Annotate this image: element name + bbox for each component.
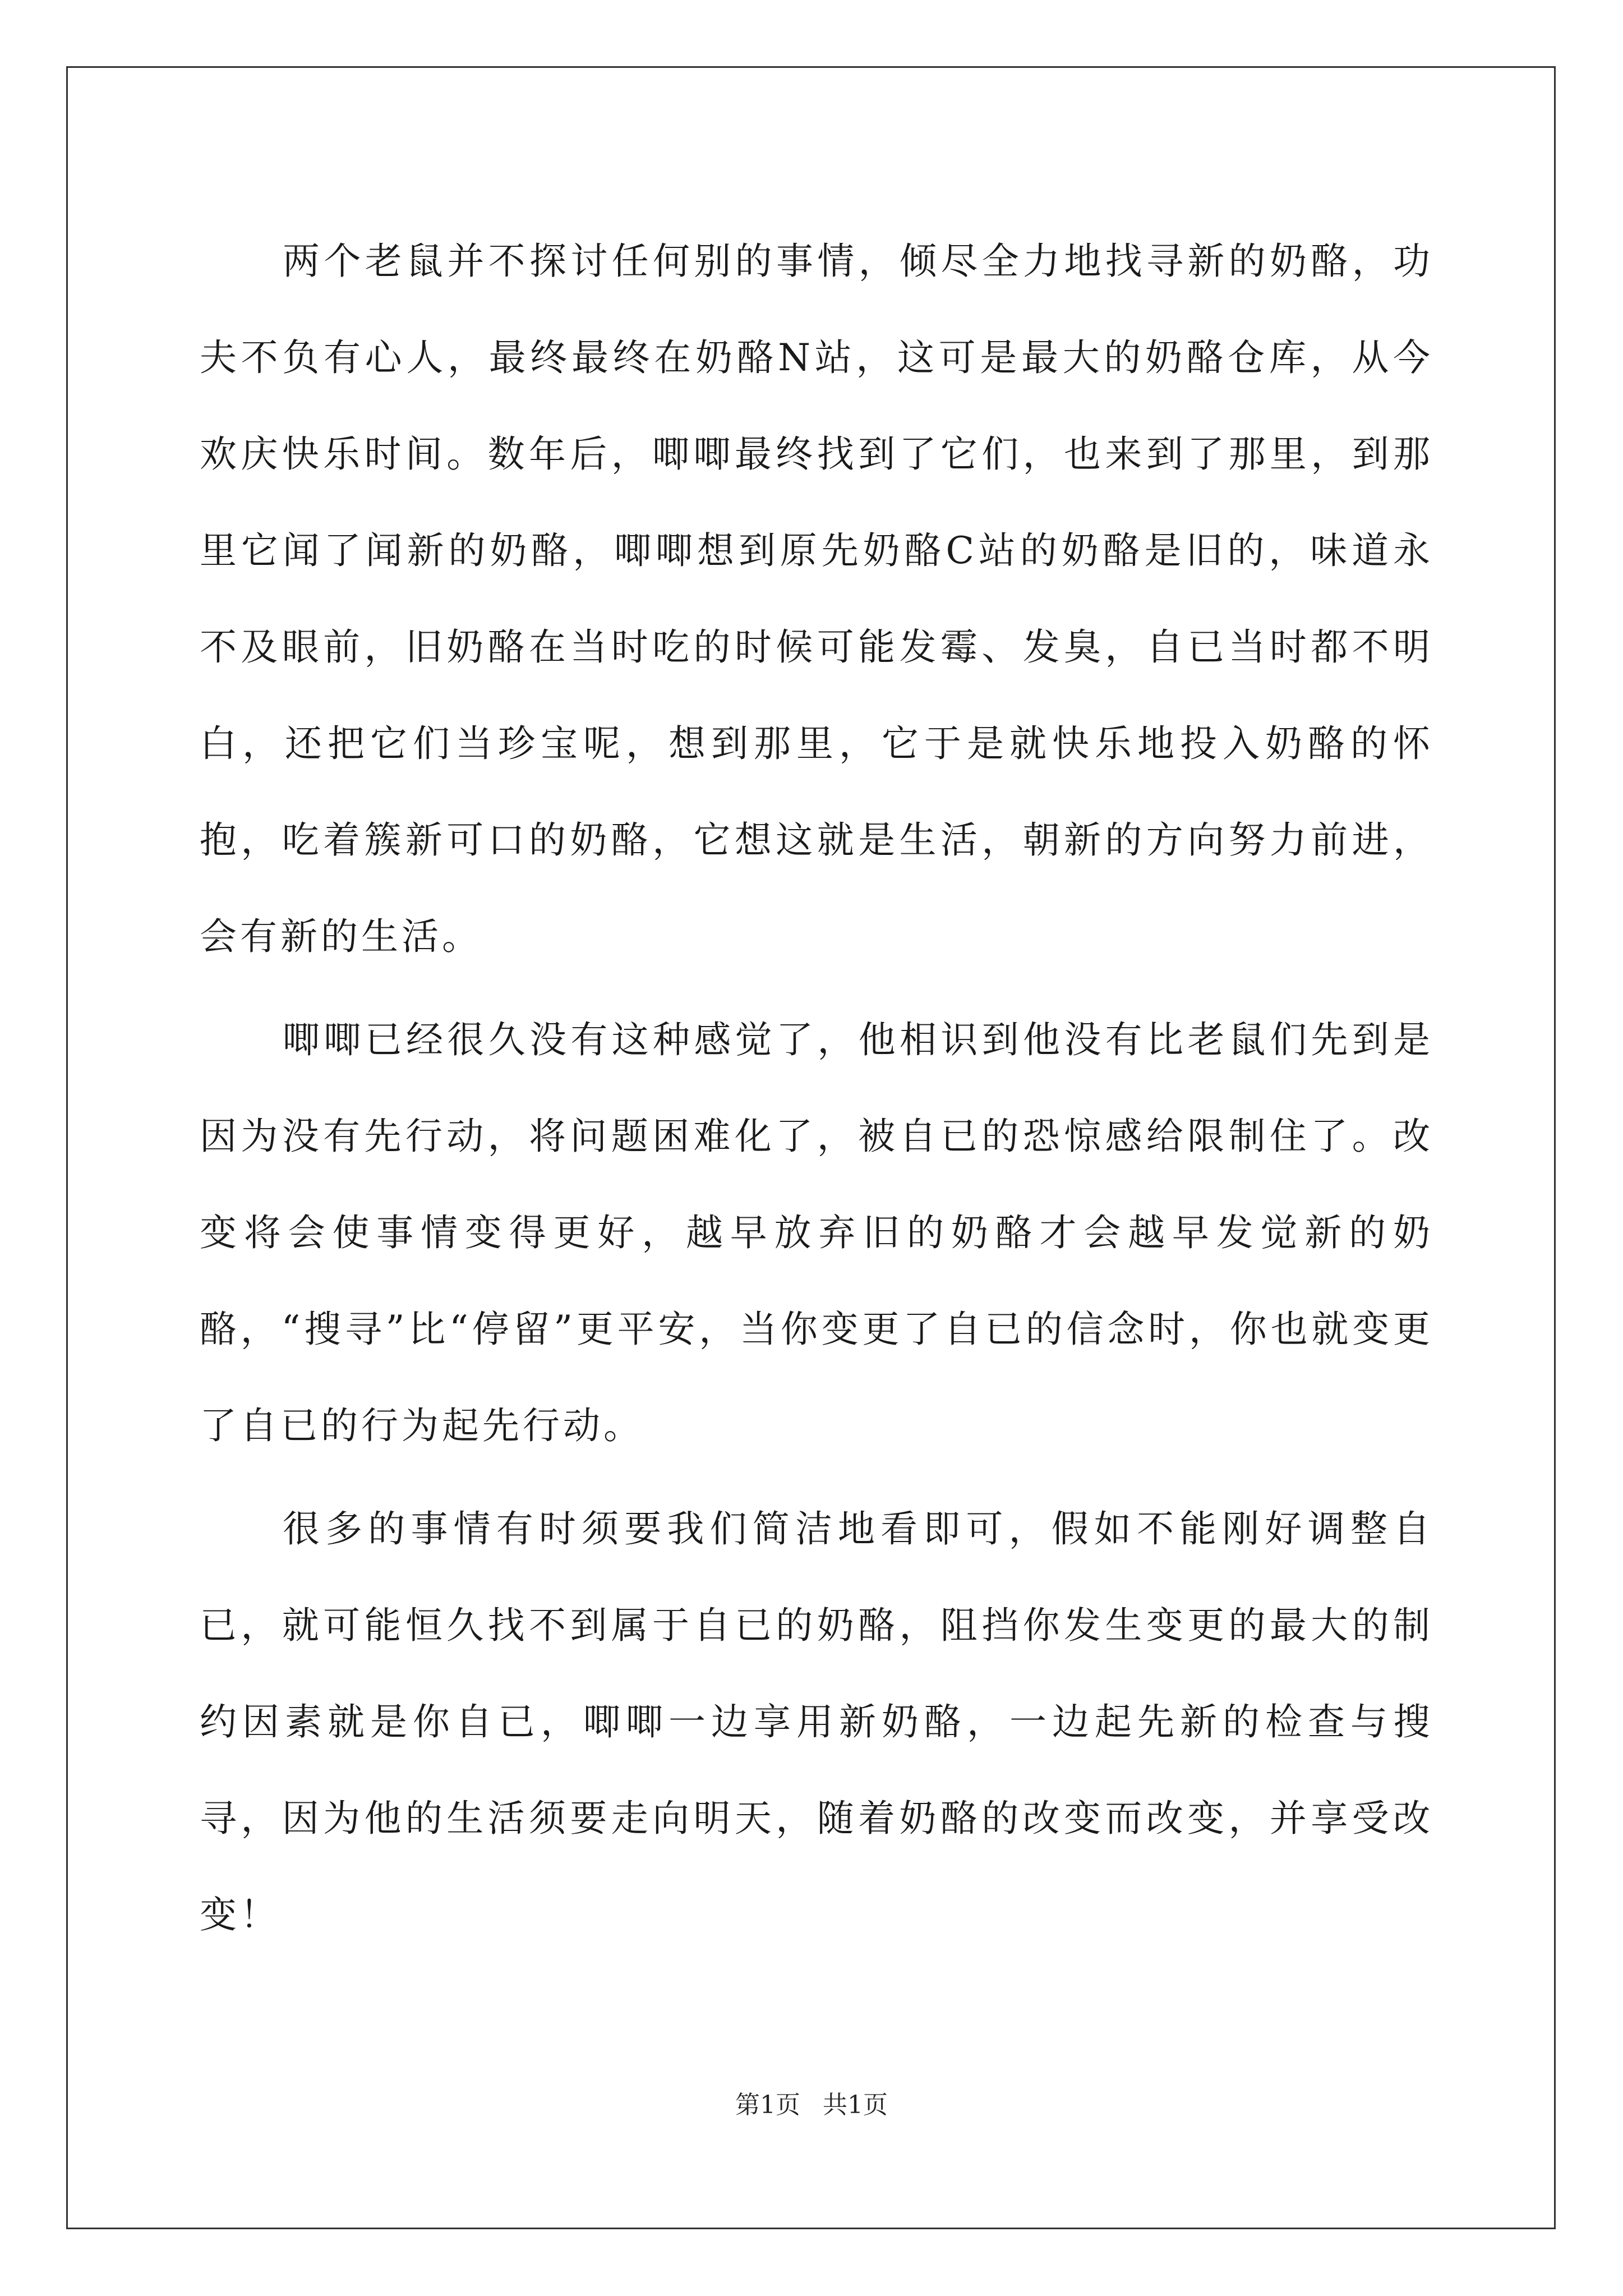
page-number-total: 共1页 (823, 2091, 888, 2119)
document-body (200, 213, 1433, 1963)
page-footer (0, 2090, 1623, 2121)
page-number-current: 第1页 (735, 2091, 800, 2119)
paragraph-2: 唧唧已经很久没有这种感觉了，他相识到他没有比老鼠们先到是因为没有先行动，将问题困难化了，被自已的恐惊感给限制住了。改变将会使事情变得更好，越早放弃旧的奶酪才会越早发觉新的奶酪，“搜寻”比“停留”更平安，当你变更了自已的信念时，你也就变更了自已的行为起先行动。 (200, 1018, 1433, 1447)
paragraph-1: 两个老鼠并不探讨任何别的事情，倾尽全力地找寻新的奶酪，功夫不负有心人，最终最终在奶酪N站，这可是最大的奶酪仓库，从今欢庆快乐时间。数年后，唧唧最终找到了它们，也来到了那里，到那里它闻了闻新的奶酪，唧唧想到原先奶酪C站的奶酪是旧的，味道永不及眼前，旧奶酪在当时吃的时候可能发霉、发臭，自已当时都不明白，还把它们当珍宝呢，想到那里，它于是就快乐地投入奶酪的怀抱，吃着簇新可口的奶酪，它想这就是生活，朝新的方向努力前进，会有新的生活。 (200, 240, 1433, 958)
paragraph-3: 很多的事情有时须要我们简洁地看即可，假如不能刚好调整自已，就可能恒久找不到属于自已的奶酪，阻挡你发生变更的最大的制约因素就是你自已，唧唧一边享用新奶酪，一边起先新的检查与搜寻，因为他的生活须要走向明天，随着奶酪的改变而改变，并享受改变！ (200, 1507, 1433, 1936)
